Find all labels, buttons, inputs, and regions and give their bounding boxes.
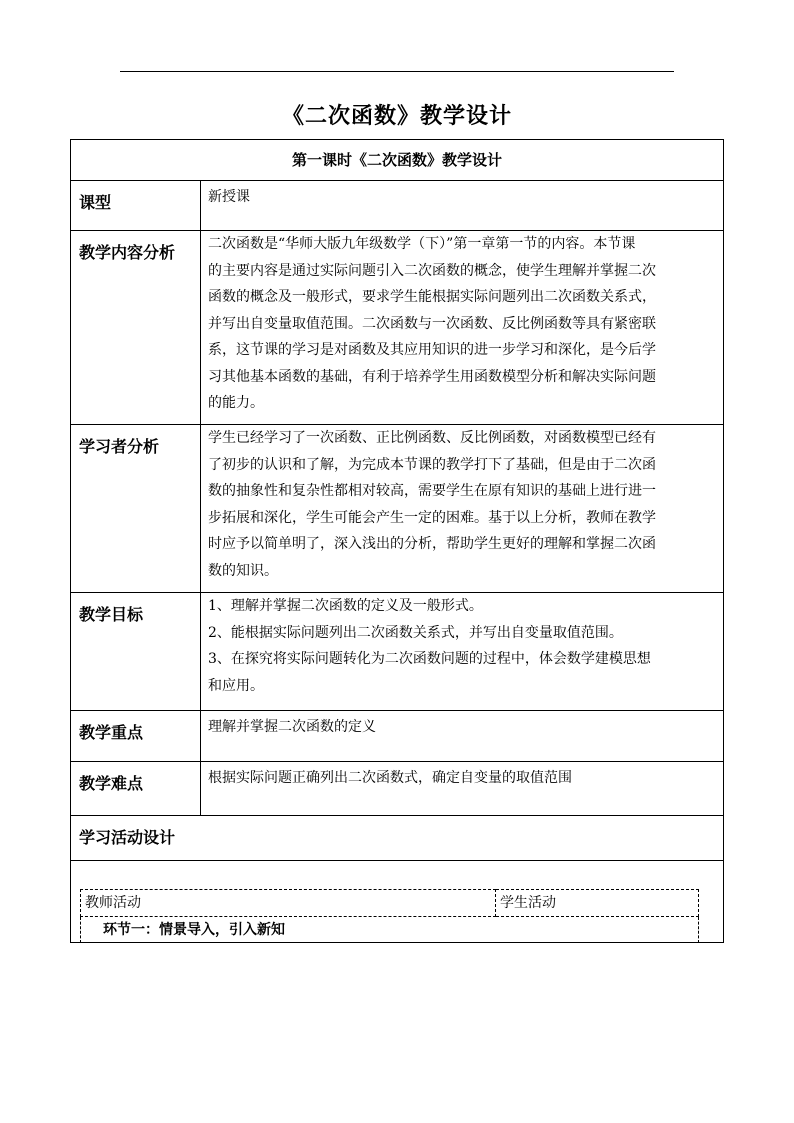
activity-design-label: 学习活动设计: [79, 828, 176, 847]
content-analysis-line: 系，这节课的学习是对函数及其应用知识的进一步学习和深化，是今后学: [208, 342, 656, 358]
activity-table-cell: [71, 861, 724, 943]
content-analysis-line: 的主要内容是通过实际问题引入二次函数的概念，使学生理解并掌握二次: [208, 262, 656, 279]
difficulties-label: 教学难点: [71, 762, 201, 816]
learner-analysis-row: [71, 425, 724, 593]
teaching-goals-label: 教学目标: [71, 593, 201, 711]
teaching-goal-line: 3、在探究将实际问题转化为二次函数问题的过程中，体会数学建模思想: [208, 651, 651, 667]
learner-analysis-line: 学生已经学习了一次函数、正比例函数、反比例函数，对函数模型已经有: [208, 430, 656, 446]
header-rule: [120, 71, 674, 72]
learner-analysis-line: 数的抽象性和复杂性都相对较高，需要学生在原有知识的基础上进行进一: [208, 483, 656, 499]
key-points-text: 理解并掌握二次函数的定义: [201, 711, 724, 762]
teacher-activity-header: 教师活动: [81, 890, 496, 917]
lesson-heading: 第一课时《二次函数》教学设计: [71, 140, 724, 181]
content-analysis-line: 并写出自变量取值范围。二次函数与一次函数、反比例函数等具有紧密联: [208, 315, 656, 332]
teaching-goals-row: [71, 593, 724, 711]
content-analysis-line: 习其他基本函数的基础，有利于培养学生用函数模型分析和解决实际问题: [208, 368, 656, 385]
activity-table-row: [71, 861, 724, 943]
content-analysis-label: 教学内容分析: [71, 231, 201, 425]
key-points-label: 教学重点: [71, 711, 201, 762]
teaching-goal-line: 和应用。: [208, 677, 264, 694]
learner-analysis-line: 数的知识。: [208, 562, 278, 579]
activity-header-row: [81, 890, 699, 917]
teaching-goals-text: [201, 593, 724, 711]
activity-design-cell: [71, 816, 724, 861]
student-activity-header: 学生活动: [496, 890, 699, 917]
activity-table: [80, 889, 699, 943]
content-analysis-line: 的能力。: [208, 395, 264, 411]
content-analysis-text: [201, 231, 724, 425]
difficulties-row: [71, 762, 724, 816]
document-title: 《二次函数》教学设计: [281, 104, 512, 129]
learner-analysis-line: 时应予以简单明了，深入浅出的分析，帮助学生更好的理解和掌握二次函: [208, 536, 656, 552]
activity-stage-row: [81, 917, 699, 944]
key-points-row: [71, 711, 724, 762]
teaching-goal-line: 1、理解并掌握二次函数的定义及一般形式。: [208, 598, 483, 614]
learner-analysis-text: [201, 425, 724, 593]
lesson-type-label: 课型: [71, 181, 201, 231]
lesson-plan-table: [70, 139, 724, 943]
teaching-goal-line: 2、能根据实际问题列出二次函数关系式，并写出自变量取值范围。: [208, 624, 623, 641]
content-analysis-line: 二次函数是“华师大版九年级数学（下）”第一章第一节的内容。本节课: [208, 236, 636, 252]
lesson-type-value: 新授课: [201, 181, 724, 231]
content-analysis-row: [71, 231, 724, 425]
learner-analysis-label: 学习者分析: [71, 425, 201, 593]
learner-analysis-line: 了初步的认识和了解，为完成本节课的教学打下了基础，但是由于二次函: [208, 456, 656, 473]
lesson-heading-row: [71, 140, 724, 181]
stage-one-heading: 环节一：情景导入，引入新知: [81, 917, 699, 944]
activity-table-wrapper: [80, 889, 698, 943]
activity-design-row: [71, 816, 724, 861]
content-analysis-line: 函数的概念及一般形式，要求学生能根据实际问题列出二次函数关系式，: [208, 289, 656, 305]
difficulties-text: 根据实际问题正确列出二次函数式，确定自变量的取值范围: [201, 762, 724, 816]
learner-analysis-line: 步拓展和深化，学生可能会产生一定的困难。基于以上分析，教师在教学: [208, 509, 656, 526]
lesson-type-row: [71, 181, 724, 231]
